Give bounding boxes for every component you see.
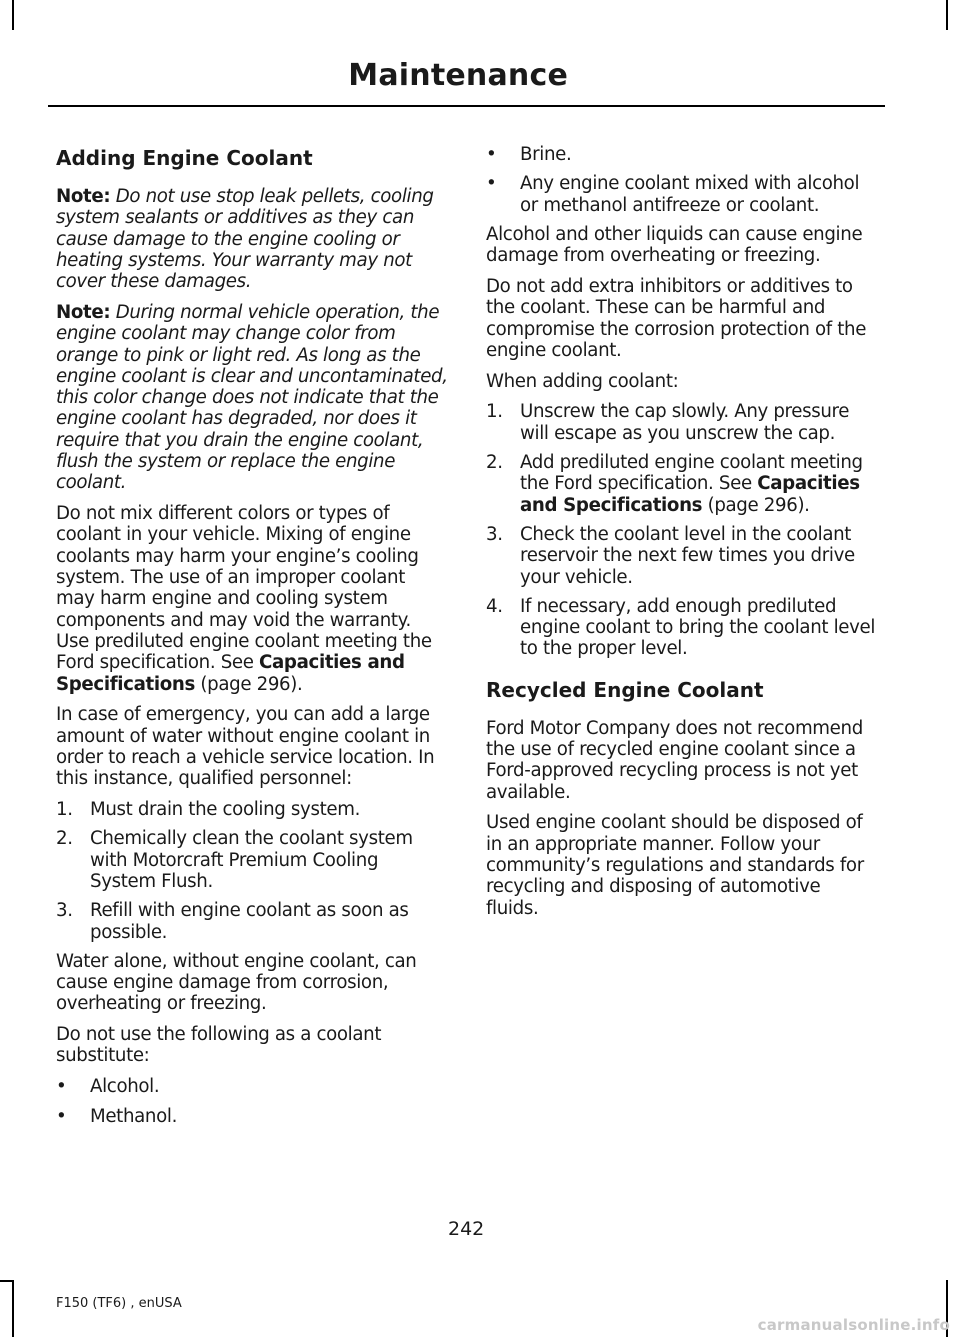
bullet-item — [486, 144, 878, 165]
list-item-text: Check the coolant level in the coolant reservoir the next few times you drive your vehicle. — [520, 523, 855, 588]
list-item — [486, 596, 878, 660]
bullet-text: Brine. — [520, 144, 572, 165]
bullet-marker: • — [486, 144, 497, 165]
list-item — [56, 828, 448, 892]
page-reference: (page 296). — [194, 673, 303, 695]
footer-model: F150 (TF6) , enUSA — [56, 1296, 182, 1311]
body-paragraph: Water alone, without engine coolant, can cause engine damage from corrosion, overheating or freezing. — [56, 950, 417, 1015]
page-title: Maintenance — [348, 58, 568, 93]
list-item-text: If necessary, add enough prediluted engine coolant to bring the coolant level to the proper level. — [520, 595, 876, 660]
list-marker: 1. — [486, 401, 503, 423]
list-item — [486, 401, 878, 444]
list-marker: 2. — [56, 828, 73, 850]
body-paragraph: Alcohol and other liquids can cause engine damage from overheating or freezing. — [486, 223, 863, 267]
body-paragraph: When adding coolant: — [486, 370, 679, 392]
cross-reference-link[interactable]: Capacities and Specifications — [56, 652, 405, 695]
list-item-text: Unscrew the cap slowly. Any pressure will escape as you unscrew the cap. — [520, 401, 850, 444]
list-item — [486, 524, 878, 588]
list-item-text: Must drain the cooling system. — [90, 799, 361, 821]
section-heading: Recycled Engine Coolant — [486, 677, 764, 702]
cross-reference-link[interactable]: Capacities and Specifications — [520, 473, 860, 516]
note-label: Note: — [56, 186, 111, 207]
crop-mark-bl-h — [0, 1280, 14, 1282]
bullet-text: Alcohol. — [90, 1076, 160, 1098]
list-marker: 3. — [56, 900, 73, 922]
list-item-text — [520, 452, 878, 516]
paragraph-text: Do not mix different colors or types of coolant in your vehicle. Mixing of engine coolants may harm your engine’s cooling system. The use of an improper coolant may harm engine and cooling system components and may void the warranty. Use prediluted engine coolant meeting the Ford specification. See — [56, 503, 432, 674]
list-item — [56, 900, 448, 943]
bullet-marker: • — [486, 173, 497, 195]
crop-mark-bl-v — [12, 1280, 14, 1337]
page-number: 242 — [448, 1218, 485, 1240]
header-divider — [48, 105, 885, 107]
crop-mark-tr-v — [946, 0, 948, 30]
bullet-item — [56, 1076, 448, 1097]
note-paragraph — [56, 302, 448, 494]
right-column — [486, 144, 878, 928]
section-heading: Adding Engine Coolant — [56, 146, 313, 170]
list-item — [486, 452, 878, 516]
watermark: carmanualsonline.info — [757, 1316, 950, 1334]
body-paragraph: Do not add extra inhibitors or additives to the coolant. These can be harmful and compromise the corrosion protection of the engine coolant. — [486, 275, 867, 361]
list-marker: 3. — [486, 523, 503, 545]
bullet-item — [486, 173, 878, 216]
list-item — [56, 799, 448, 820]
note-text: Do not use stop leak pellets, cooling system sealants or additives as they can cause damage to the engine cooling or heating systems. Your warranty may not cover these damages. — [56, 186, 434, 293]
note-text: During normal vehicle operation, the engine coolant may change color from orange to pink or light red. As long as the engine coolant is clear and uncontaminated, this color change does not indicate that the engine coolant has degraded, nor does it require that you drain the engine coolant, flush the system or replace the engine coolant. — [56, 301, 448, 494]
body-paragraph: Ford Motor Company does not recommend the use of recycled engine coolant since a Ford-approved recycling process is not yet available. — [486, 717, 863, 803]
list-item-text-part: Add prediluted engine coolant meeting the Ford specification. See — [520, 452, 863, 495]
bullet-text: Any engine coolant mixed with alcohol or methanol antifreeze or coolant. — [520, 173, 860, 216]
bullet-item — [56, 1106, 448, 1127]
bullet-marker: • — [56, 1105, 67, 1127]
body-paragraph — [56, 503, 448, 695]
body-paragraph: Used engine coolant should be disposed of in an appropriate manner. Follow your community’s regulations and standards for recycling and disposing of automotive fluids. — [486, 812, 864, 919]
list-marker: 2. — [486, 452, 503, 474]
bullet-text: Methanol. — [90, 1105, 178, 1127]
list-item-text: Refill with engine coolant as soon as possible. — [90, 900, 409, 943]
bullet-marker: • — [56, 1076, 67, 1098]
list-item-text: Chemically clean the coolant system with Motorcraft Premium Cooling System Flush. — [90, 828, 413, 892]
list-marker: 4. — [486, 595, 503, 617]
page-reference: (page 296). — [702, 494, 810, 516]
note-label: Note: — [56, 301, 111, 323]
body-paragraph: Do not use the following as a coolant substitute: — [56, 1024, 382, 1067]
list-marker: 1. — [56, 799, 73, 821]
body-paragraph: In case of emergency, you can add a large amount of water without engine coolant in order to reach a vehicle service location. In this instance, qualified personnel: — [56, 704, 435, 790]
crop-mark-tl-v — [12, 0, 14, 30]
note-paragraph — [56, 186, 448, 292]
left-column — [56, 144, 448, 1135]
